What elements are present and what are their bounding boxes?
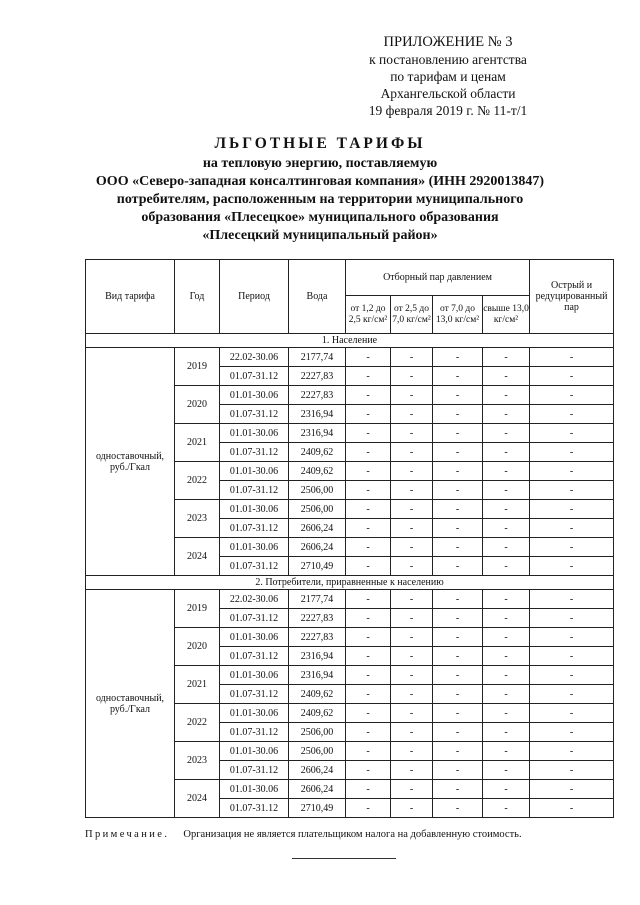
header-sharp-steam: Острый и редуцированный пар [530,260,614,334]
water-cell: 2316,94 [289,647,346,666]
dash-cell: - [483,590,530,609]
appendix-line: по тарифам и ценам [390,69,506,84]
subtitle-line: ООО «Северо-западная консалтинговая компания» (ИНН 2920013847) [95,174,545,189]
dash-cell: - [391,519,433,538]
period-cell: 22.02-30.06 [220,590,289,609]
dash-cell: - [433,609,483,628]
section-title: 2. Потребители, приравненные к населению [86,576,614,590]
period-cell: 01.07-31.12 [220,685,289,704]
header-tariff-type: Вид тарифа [86,260,175,334]
dash-cell: - [391,723,433,742]
period-cell: 01.01-30.06 [220,780,289,799]
dash-cell: - [346,405,391,424]
water-cell: 2227,83 [289,386,346,405]
appendix-line: к постановлению агентства [369,52,527,67]
period-cell: 01.01-30.06 [220,666,289,685]
dash-cell: - [391,386,433,405]
section-row [86,334,614,348]
footnote-text: Организация не является плательщиком налога на добавленную стоимость. [183,829,522,840]
year-cell: 2021 [175,424,220,462]
water-cell: 2316,94 [289,666,346,685]
year-cell: 2023 [175,500,220,538]
dash-cell: - [391,609,433,628]
water-cell: 2606,24 [289,519,346,538]
water-cell: 2177,74 [289,348,346,367]
water-cell: 2606,24 [289,538,346,557]
dash-cell: - [346,742,391,761]
water-cell: 2606,24 [289,761,346,780]
dash-cell: - [346,647,391,666]
dash-cell: - [433,799,483,818]
dash-cell: - [483,481,530,500]
water-cell: 2506,00 [289,481,346,500]
water-cell: 2409,62 [289,443,346,462]
dash-cell: - [346,424,391,443]
year-cell: 2022 [175,462,220,500]
dash-cell: - [483,500,530,519]
dash-cell: - [391,590,433,609]
year-cell: 2024 [175,538,220,576]
dash-cell: - [391,704,433,723]
dash-cell: - [433,367,483,386]
dash-cell: - [530,704,614,723]
dash-cell: - [391,799,433,818]
water-cell: 2506,00 [289,500,346,519]
water-cell: 2227,83 [289,609,346,628]
dash-cell: - [530,780,614,799]
divider-line [292,858,396,859]
water-cell: 2409,62 [289,685,346,704]
dash-cell: - [391,348,433,367]
dash-cell: - [346,481,391,500]
dash-cell: - [346,590,391,609]
dash-cell: - [433,704,483,723]
period-cell: 01.07-31.12 [220,481,289,500]
water-cell: 2177,74 [289,590,346,609]
year-cell: 2020 [175,628,220,666]
period-cell: 22.02-30.06 [220,348,289,367]
dash-cell: - [346,538,391,557]
dash-cell: - [433,742,483,761]
document-title: ЛЬГОТНЫЕ ТАРИФЫ [214,135,426,152]
dash-cell: - [346,723,391,742]
period-cell: 01.01-30.06 [220,628,289,647]
dash-cell: - [391,685,433,704]
dash-cell: - [530,557,614,576]
dash-cell: - [530,538,614,557]
dash-cell: - [346,557,391,576]
dash-cell: - [530,723,614,742]
water-cell: 2506,00 [289,723,346,742]
subtitle-line: на тепловую энергию, поставляемую [202,156,438,171]
table-row [86,348,614,367]
dash-cell: - [433,538,483,557]
period-cell: 01.07-31.12 [220,443,289,462]
period-cell: 01.01-30.06 [220,704,289,723]
header-pressure-3: от 7,0 до 13,0 кг/см² [433,296,483,334]
period-cell: 01.07-31.12 [220,367,289,386]
header-water: Вода [289,260,346,334]
subtitle-line: «Плесецкий муниципальный район» [202,228,438,243]
water-cell: 2409,62 [289,704,346,723]
period-cell: 01.07-31.12 [220,405,289,424]
tariff-type-cell: одноставочный, руб./Гкал [86,348,175,576]
document-subtitle [0,155,640,245]
water-cell: 2506,00 [289,742,346,761]
dash-cell: - [391,367,433,386]
dash-cell: - [346,761,391,780]
water-cell: 2606,24 [289,780,346,799]
dash-cell: - [530,685,614,704]
dash-cell: - [530,761,614,780]
period-cell: 01.07-31.12 [220,519,289,538]
dash-cell: - [483,723,530,742]
dash-cell: - [346,666,391,685]
dash-cell: - [433,685,483,704]
dash-cell: - [346,443,391,462]
header-year: Год [175,260,220,334]
dash-cell: - [483,424,530,443]
dash-cell: - [391,405,433,424]
dash-cell: - [433,348,483,367]
dash-cell: - [433,590,483,609]
dash-cell: - [530,443,614,462]
dash-cell: - [483,443,530,462]
dash-cell: - [483,609,530,628]
dash-cell: - [483,628,530,647]
dash-cell: - [530,628,614,647]
dash-cell: - [530,609,614,628]
dash-cell: - [530,666,614,685]
section-row [86,576,614,590]
dash-cell: - [433,386,483,405]
dash-cell: - [483,704,530,723]
dash-cell: - [346,780,391,799]
dash-cell: - [433,761,483,780]
water-cell: 2316,94 [289,424,346,443]
dash-cell: - [530,367,614,386]
dash-cell: - [530,348,614,367]
period-cell: 01.07-31.12 [220,761,289,780]
year-cell: 2023 [175,742,220,780]
dash-cell: - [346,500,391,519]
dash-cell: - [530,799,614,818]
period-cell: 01.01-30.06 [220,386,289,405]
dash-cell: - [483,348,530,367]
header-pressure-4: свыше 13,0 кг/см² [483,296,530,334]
water-cell: 2227,83 [289,367,346,386]
period-cell: 01.07-31.12 [220,609,289,628]
appendix-title: ПРИЛОЖЕНИЕ № 3 [383,34,513,50]
dash-cell: - [391,647,433,666]
dash-cell: - [483,799,530,818]
dash-cell: - [483,666,530,685]
dash-cell: - [346,628,391,647]
dash-cell: - [433,424,483,443]
dash-cell: - [433,666,483,685]
dash-cell: - [483,780,530,799]
dash-cell: - [483,647,530,666]
dash-cell: - [433,462,483,481]
period-cell: 01.01-30.06 [220,424,289,443]
period-cell: 01.01-30.06 [220,538,289,557]
subtitle-line: потребителям, расположенным на территории муниципального [116,192,524,207]
dash-cell: - [391,742,433,761]
footnote [85,829,522,840]
dash-cell: - [530,424,614,443]
dash-cell: - [346,462,391,481]
dash-cell: - [391,500,433,519]
tariff-table [85,259,614,818]
dash-cell: - [530,647,614,666]
year-cell: 2019 [175,348,220,386]
dash-cell: - [530,386,614,405]
dash-cell: - [433,405,483,424]
dash-cell: - [391,666,433,685]
dash-cell: - [391,761,433,780]
dash-cell: - [433,780,483,799]
dash-cell: - [530,405,614,424]
dash-cell: - [346,386,391,405]
appendix-date: 19 февраля 2019 г. № 11-т/1 [368,103,528,118]
period-cell: 01.07-31.12 [220,557,289,576]
water-cell: 2710,49 [289,799,346,818]
dash-cell: - [391,780,433,799]
dash-cell: - [346,519,391,538]
dash-cell: - [483,685,530,704]
header-period: Период [220,260,289,334]
footnote-label: Примечание. [85,829,170,840]
dash-cell: - [391,481,433,500]
water-cell: 2409,62 [289,462,346,481]
dash-cell: - [433,647,483,666]
dash-cell: - [433,723,483,742]
appendix-line: Архангельской области [380,86,516,101]
year-cell: 2019 [175,590,220,628]
header-steam-group: Отборный пар давлением [346,260,530,296]
dash-cell: - [346,348,391,367]
dash-cell: - [346,704,391,723]
year-cell: 2020 [175,386,220,424]
period-cell: 01.07-31.12 [220,723,289,742]
header-pressure-1: от 1,2 до 2,5 кг/см² [346,296,391,334]
period-cell: 01.01-30.06 [220,742,289,761]
dash-cell: - [483,761,530,780]
water-cell: 2710,49 [289,557,346,576]
table-row [86,590,614,609]
section-title: 1. Население [86,334,614,348]
dash-cell: - [433,628,483,647]
period-cell: 01.07-31.12 [220,799,289,818]
period-cell: 01.07-31.12 [220,647,289,666]
appendix-block [348,34,548,119]
period-cell: 01.01-30.06 [220,500,289,519]
dash-cell: - [530,519,614,538]
dash-cell: - [433,519,483,538]
dash-cell: - [391,628,433,647]
water-cell: 2316,94 [289,405,346,424]
subtitle-line: образования «Плесецкое» муниципального образования [141,210,499,225]
dash-cell: - [530,481,614,500]
dash-cell: - [483,519,530,538]
dash-cell: - [483,405,530,424]
dash-cell: - [530,742,614,761]
dash-cell: - [530,500,614,519]
dash-cell: - [483,557,530,576]
water-cell: 2227,83 [289,628,346,647]
dash-cell: - [483,462,530,481]
dash-cell: - [391,557,433,576]
dash-cell: - [391,443,433,462]
dash-cell: - [346,799,391,818]
tariff-body [86,334,614,818]
dash-cell: - [433,443,483,462]
dash-cell: - [391,538,433,557]
dash-cell: - [483,538,530,557]
dash-cell: - [483,386,530,405]
period-cell: 01.01-30.06 [220,462,289,481]
tariff-type-cell: одноставочный, руб./Гкал [86,590,175,818]
dash-cell: - [346,367,391,386]
dash-cell: - [433,500,483,519]
header-pressure-2: от 2,5 до 7,0 кг/см² [391,296,433,334]
dash-cell: - [346,609,391,628]
dash-cell: - [483,742,530,761]
year-cell: 2022 [175,704,220,742]
dash-cell: - [346,685,391,704]
year-cell: 2024 [175,780,220,818]
year-cell: 2021 [175,666,220,704]
dash-cell: - [391,424,433,443]
dash-cell: - [483,367,530,386]
dash-cell: - [530,590,614,609]
dash-cell: - [391,462,433,481]
dash-cell: - [433,481,483,500]
dash-cell: - [530,462,614,481]
dash-cell: - [433,557,483,576]
